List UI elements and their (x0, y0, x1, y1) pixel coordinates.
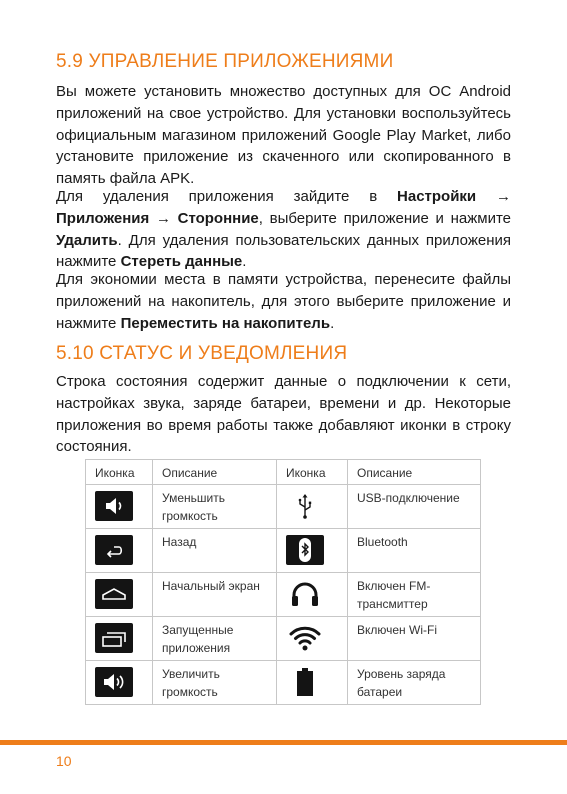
table-row (86, 617, 481, 661)
footer-divider (0, 740, 567, 745)
clear-data-term: Стереть данные (120, 253, 243, 271)
volume-up-icon (95, 667, 133, 697)
home-icon (95, 579, 133, 609)
table-desc-cell: Начальный экран (153, 573, 277, 617)
table-row (86, 485, 481, 529)
table-desc-cell: Включен FM-трансмиттер (348, 573, 481, 617)
app-install-paragraph: Вы можете установить множество доступных для ОС Android приложений на свое устройство. Для установки воспользуйтесь официальным магазином приложений Google Play Market, либо установите приложение из скаченного или скопированного в память файла APK. (56, 83, 511, 188)
table-desc-cell: Уменьшить громкость (153, 485, 277, 529)
wifi-icon (286, 623, 324, 653)
section-title-app-management: 5.9 УПРАВЛЕНИЕ ПРИЛОЖЕНИЯМИ (56, 51, 394, 72)
third-party-term: Сторонние (177, 209, 259, 227)
delete-term: Удалить (56, 231, 118, 249)
table-icon-cell (277, 573, 348, 617)
table-desc-cell: Назад (153, 529, 277, 573)
bluetooth-icon (286, 535, 324, 565)
table-header-cell: Описание (153, 460, 277, 485)
move-to-storage-term: Переместить на накопитель (120, 314, 331, 332)
settings-term: Настройки (397, 188, 477, 205)
table-icon-cell (277, 661, 348, 705)
app-uninstall-paragraph: Для удаления приложения зайдите в Настройки → Приложения → Сторонние, выберите приложение и нажмите Удалить. Для удаления пользовательских данных приложения нажмите Стереть данные. (56, 188, 511, 271)
recent-apps-icon (95, 623, 133, 653)
table-desc-cell: Bluetooth (348, 529, 481, 573)
table-desc-cell: USB-подключение (348, 485, 481, 529)
table-icon-cell (86, 529, 153, 573)
table-desc-cell: Увеличить громкость (153, 661, 277, 705)
table-row (86, 573, 481, 617)
apps-term: Приложения (56, 209, 150, 227)
table-icon-cell (86, 617, 153, 661)
icons-table (85, 459, 481, 705)
table-icon-cell (86, 661, 153, 705)
table-header-cell: Иконка (86, 460, 153, 485)
section-title-status-bar: 5.10 СТАТУС И УВЕДОМЛЕНИЯ (56, 343, 348, 364)
table-header-cell: Иконка (277, 460, 348, 485)
battery-icon (286, 667, 324, 697)
table-icon-cell (277, 485, 348, 529)
table-row (86, 661, 481, 705)
table-icon-cell (86, 573, 153, 617)
volume-down-icon (95, 491, 133, 521)
back-icon (95, 535, 133, 565)
table-icon-cell (86, 485, 153, 529)
table-row (86, 529, 481, 573)
status-bar-paragraph: Строка состояния содержит данные о подключении к сети, настройках звука, заряде батареи, времени и др. Некоторые приложения во время работы также добавляют иконки в строку состояния. (56, 373, 511, 456)
table-desc-cell: Включен Wi-Fi (348, 617, 481, 661)
usb-icon (286, 491, 324, 521)
table-header-cell: Описание (348, 460, 481, 485)
page-number: 10 (56, 753, 72, 769)
table-icon-cell (277, 617, 348, 661)
table-desc-cell: Запущенные приложения (153, 617, 277, 661)
table-icon-cell (277, 529, 348, 573)
table-desc-cell: Уровень заряда батареи (348, 661, 481, 705)
headphones-icon (286, 579, 324, 609)
table-header-row (86, 460, 481, 485)
app-move-paragraph: Для экономии места в памяти устройства, перенесите файлы приложений на накопитель, для этого выберите приложение и нажмите Переместить на накопитель. (56, 271, 511, 332)
